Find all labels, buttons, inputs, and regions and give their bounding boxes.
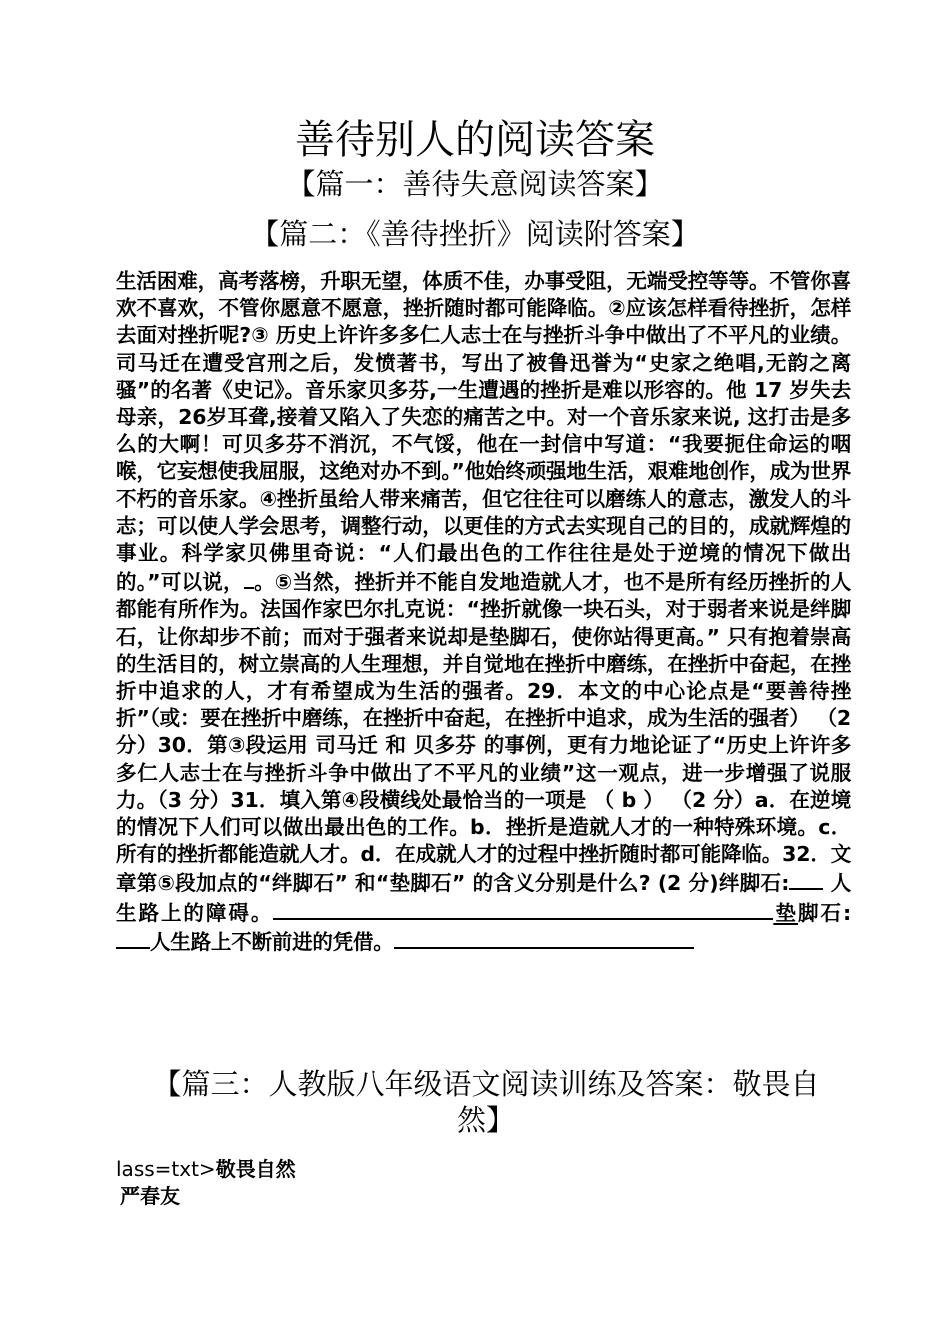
fragment-prefix: lass=txt>	[116, 1157, 216, 1181]
body-text-part-3: 人生路上的障碍。	[116, 871, 851, 925]
fill-blank-2	[789, 868, 823, 890]
fragment-title: 敬畏自然	[215, 1157, 296, 1181]
body-text-part-4: 脚石:	[798, 900, 851, 925]
body-text-part-2: 。⑤当然，挫折并不能自发地造就人才，也不是所有经历挫折的人都能有所作为。法国作家巴尔扎克说：“挫折就像一块石头，对于弱者来说是绊脚石，让你却步不前；而对于强者来说却是垫脚石，使你站得更高。” 只有抱着崇高的生活目的，树立崇高的人生理想，并自觉地在挫折中磨练，在挫折中奋起，在挫折中追求的人，才有希望成为生活的强者。29．本文的中心论点是“要善待挫折”（或：要在挫折中磨练，在挫折中奋起，在挫折中追求，成为生活的强者） （2分）30．第③段运用 司马迁 和 贝多芬 的事例，更有力地论证了“历史上许许多多仁人志士在与挫折斗争中做出了不平凡的业绩”这一观点，进一步增强了说服力。（3 分）31．填入第④段横线处最恰当的一项是 （ b ） （2 分）a．在逆境的情况下人们可以做出最出色的工作。b．挫折是造就人才的一种特殊环境。c．所有的挫折都能造就人才。d．在成就人才的过程中挫折随时都可能降临。32．文章第⑤段加点的“绊脚石” 和“垫脚石” 的含义分别是什么? (2 分)绊脚石:	[116, 570, 851, 896]
fill-blank-5	[394, 927, 694, 949]
article-body	[116, 268, 851, 956]
section-heading-one: 【篇一：善待失意阅读答案】	[286, 167, 664, 201]
section-heading-three: 【篇三：人教版八年级语文阅读训练及答案：敬畏自然】	[152, 1067, 820, 1137]
body-text-part-1: 生活困难，高考落榜，升职无望，体质不佳，办事受阻，无端受控等等。不管你喜欢不喜欢，不管你愿意不愿意，挫折随时都可能降临。②应该怎样看待挫折，怎样去面对挫折呢?③ 历史上许许多多仁人志士在与挫折斗争中做出了不平凡的业绩。司马迁在遭受宫刑之后，发愤著书，写出了被鲁迅誉为“史家之绝唱,无韵之离骚”的名著《史记》。音乐家贝多芬,一生遭遇的挫折是难以形容的。他 17 岁失去母亲，26岁耳聋,接着又陷入了失恋的痛苦之中。对一个音乐家来说, 这打击是多么的大啊！可贝多芬不消沉，不气馁，他在一封信中写道：“我要扼住命运的咽喉，它妄想使我屈服，这绝对办不到。”他始终顽强地生活，艰难地创作，成为世界不朽的音乐家。④挫折虽给人带来痛苦，但它往往可以磨练人的意志，激发人的斗志；可以使人学会思考，调整行动，以更佳的方式去实现自己的目的，成就辉煌的事业。科学家贝佛里奇说：“人们最出色的工作往往是处于逆境的情况下做出的。”可以说，	[116, 269, 851, 595]
fill-blank-1	[244, 567, 254, 589]
fill-blank-3	[273, 898, 773, 920]
fill-blank-4	[116, 927, 150, 949]
section-heading-two: 【篇二：《善待挫折》阅读附答案】	[250, 217, 700, 251]
underlined-word: 垫	[773, 900, 799, 925]
page-title: 善待别人的阅读答案	[295, 117, 655, 163]
author-name: 严春友	[120, 1184, 180, 1208]
body-text-part-5: 人生路上不断前进的凭借。	[150, 929, 394, 954]
markup-fragment	[116, 1156, 296, 1182]
